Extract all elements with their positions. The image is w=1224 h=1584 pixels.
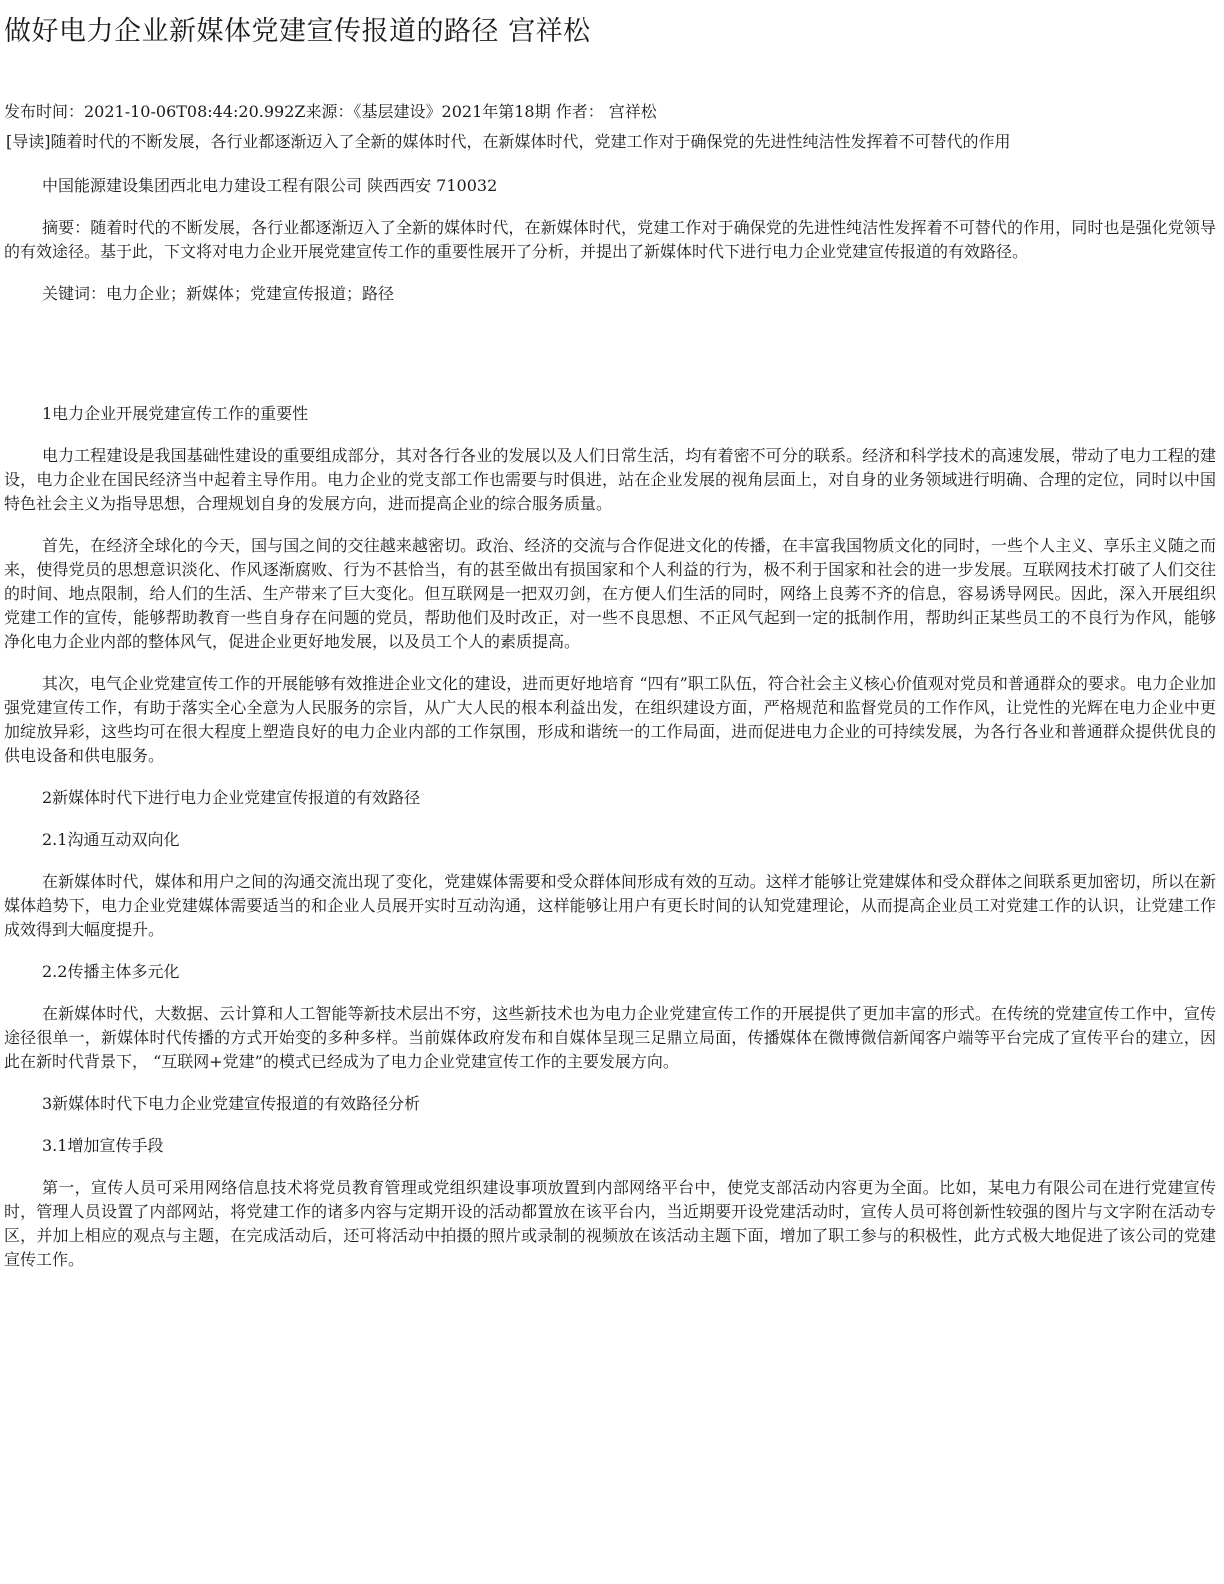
abstract: 摘要：随着时代的不断发展，各行业都逐渐迈入了全新的媒体时代，在新媒体时代，党建工作对于确保党的先进性纯洁性发挥着不可替代的作用，同时也是强化党领导的有效途径。基于此，下文将对电力企业开展党建宣传工作的重要性展开了分析，并提出了新媒体时代下进行电力企业党建宣传报道的有效路径。 bbox=[4, 218, 1216, 261]
section-3-1-paragraph: 第一，宣传人员可采用网络信息技术将党员教育管理或党组织建设事项放置到内部网络平台中，使党支部活动内容更为全面。比如，某电力有限公司在进行党建宣传时，管理人员设置了内部网站，将党建工作的诸多内容与定期开设的活动都置放在该平台内，当近期要开设党建活动时，宣传人员可将创新性较强的图片与文字附在活动专区，并加上相应的观点与主题，在完成活动后，还可将活动中拍摄的照片或录制的视频放在该活动主题下面，增加了职工参与的积极性，此方式极大地促进了该公司的党建宣传工作。 bbox=[4, 1178, 1216, 1269]
section-1-paragraph-3: 其次，电气企业党建宣传工作的开展能够有效推进企业文化的建设，进而更好地培育 “四有”职工队伍，符合社会主义核心价值观对党员和普通群众的要求。电力企业加强党建宣传工作，有助于落实全心全意为人民服务的宗旨，从广大人民的根本利益出发，在组织建设方面，严格规范和监督党员的工作作风，让党性的光辉在电力企业中更加绽放异彩，这些均可在很大程度上塑造良好的电力企业内部的工作氛围，形成和谐统一的工作局面，进而促进电力企业的可持续发展，为各行各业和普通群众提供优良的供电设备和供电服务。 bbox=[4, 674, 1216, 765]
section-2-heading: 2新媒体时代下进行电力企业党建宣传报道的有效路径 bbox=[42, 788, 421, 807]
section-1-paragraph-2: 首先，在经济全球化的今天，国与国之间的交往越来越密切。政治、经济的交流与合作促进文化的传播，在丰富我国物质文化的同时，一些个人主义、享乐主义随之而来，使得党员的思想意识淡化、作风逐渐腐败、行为不甚恰当，有的甚至做出有损国家和个人利益的行为，极不利于国家和社会的进一步发展。互联网技术打破了人们交往的时间、地点限制，给人们的生活、生产带来了巨大变化。但互联网是一把双刃剑，在方便人们生活的同时，网络上良莠不齐的信息，容易诱导网民。因此，深入开展组织党建工作的宣传，能够帮助教育一些自身存在问题的党员，帮助他们及时改正，对一些不良思想、不正风气起到一定的抵制作用，帮助纠正某些员工的不良行为作风，能够净化电力企业内部的整体风气，促进企业更好地发展，以及员工个人的素质提高。 bbox=[4, 536, 1216, 651]
article-meta: 发布时间：2021-10-06T08:44:20.992Z来源：《基层建设》2021年第18期 作者： 宫祥松 bbox=[4, 102, 657, 121]
author-affiliation: 中国能源建设集团西北电力建设工程有限公司 陕西西安 710032 bbox=[42, 176, 498, 195]
article-lead: [导读]随着时代的不断发展，各行业都逐渐迈入了全新的媒体时代，在新媒体时代，党建工作对于确保党的先进性纯洁性发挥着不可替代的作用 bbox=[6, 132, 1011, 151]
section-3-heading: 3新媒体时代下电力企业党建宣传报道的有效路径分析 bbox=[42, 1094, 421, 1113]
article-title: 做好电力企业新媒体党建宣传报道的路径 宫祥松 bbox=[4, 16, 591, 47]
section-1-paragraph-1: 电力工程建设是我国基础性建设的重要组成部分，其对各行各业的发展以及人们日常生活，均有着密不可分的联系。经济和科学技术的高速发展，带动了电力工程的建设，电力企业在国民经济当中起着主导作用。电力企业的党支部工作也需要与时俱进，站在企业发展的视角层面上，对自身的业务领域进行明确、合理的定位，同时以中国特色社会主义为指导思想，合理规划自身的发展方向，进而提高企业的综合服务质量。 bbox=[4, 446, 1216, 513]
section-2-2-paragraph: 在新媒体时代，大数据、云计算和人工智能等新技术层出不穷，这些新技术也为电力企业党建宣传工作的开展提供了更加丰富的形式。在传统的党建宣传工作中，宣传途径很单一，新媒体时代传播的方式开始变的多种多样。当前媒体政府发布和自媒体呈现三足鼎立局面，传播媒体在微博微信新闻客户端等平台完成了宣传平台的建立，因此在新时代背景下， “互联网+党建”的模式已经成为了电力企业党建宣传工作的主要发展方向。 bbox=[4, 1004, 1216, 1071]
section-1-heading: 1电力企业开展党建宣传工作的重要性 bbox=[42, 404, 309, 423]
article-body bbox=[4, 174, 1216, 1272]
section-2-2-heading: 2.2传播主体多元化 bbox=[42, 962, 180, 981]
keywords: 关键词：电力企业；新媒体；党建宣传报道；路径 bbox=[42, 284, 395, 303]
section-3-1-heading: 3.1增加宣传手段 bbox=[42, 1136, 164, 1155]
section-2-1-heading: 2.1沟通互动双向化 bbox=[42, 830, 180, 849]
section-2-1-paragraph: 在新媒体时代，媒体和用户之间的沟通交流出现了变化，党建媒体需要和受众群体间形成有效的互动。这样才能够让党建媒体和受众群体之间联系更加密切，所以在新媒体趋势下，电力企业党建媒体需要适当的和企业人员展开实时互动沟通，这样能够让用户有更长时间的认知党建理论，从而提高企业员工对党建工作的认识，让党建工作成效得到大幅度提升。 bbox=[4, 872, 1216, 939]
spacer bbox=[4, 306, 1216, 402]
